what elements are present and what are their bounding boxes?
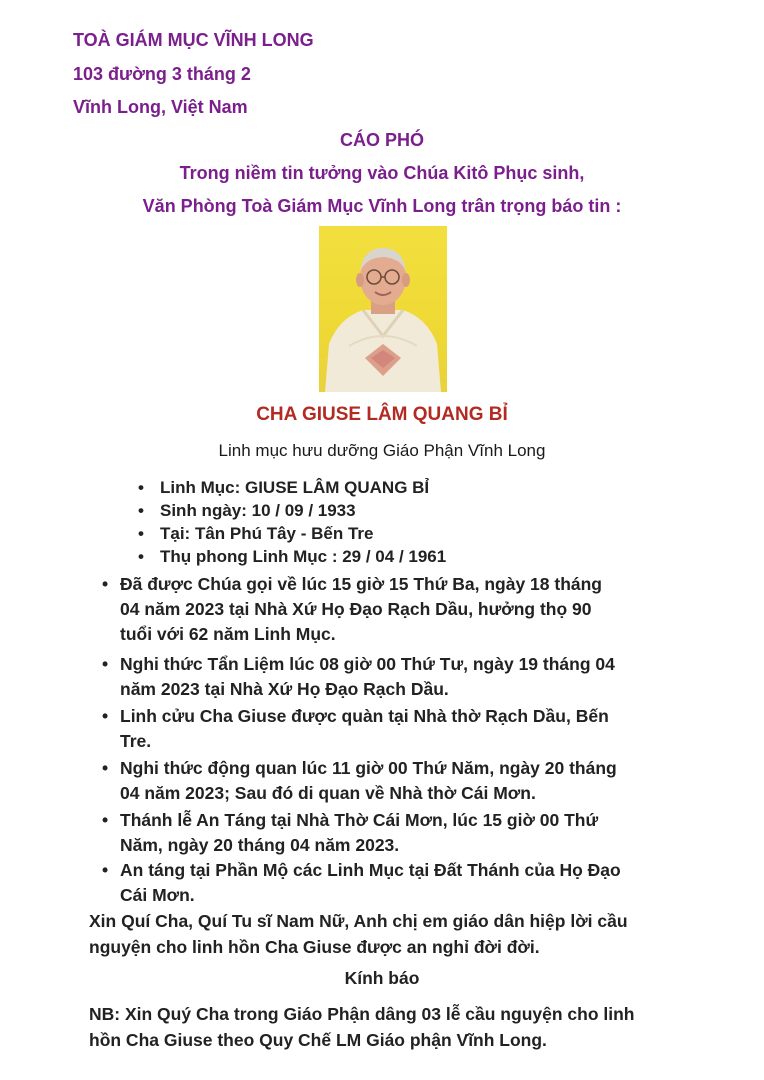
signoff: Kính báo [344,968,420,988]
info-item [138,501,356,521]
closing-line: Xin Quí Cha, Quí Tu sĩ Nam Nữ, Anh chị em giáo dân hiệp lời cầu [89,911,628,931]
bullet-icon: • [102,574,109,594]
info-text: Sinh ngày: 10 / 09 / 1933 [160,501,356,520]
intro-line-1: Trong niềm tin tưởng vào Chúa Kitô Phục sinh, [179,163,585,183]
event-line: Thánh lễ An Táng tại Nhà Thờ Cái Mơn, lúc 15 giờ 00 Thứ [120,810,599,830]
bullet-icon: • [102,654,109,674]
note-paragraph [89,1001,689,1053]
event-line: Đã được Chúa gọi về lúc 15 giờ 15 Thứ Ba, ngày 18 tháng [120,574,603,594]
event-item [102,572,685,647]
event-item [102,808,685,858]
closing-line: nguyện cho linh hồn Cha Giuse được an nghỉ đời đời. [89,937,540,957]
bullet-icon: • [138,478,144,497]
event-line: Nghi thức động quan lúc 11 giờ 00 Thứ Năm, ngày 20 tháng [120,758,617,778]
bullet-icon: • [138,524,144,543]
event-item [102,858,685,908]
closing-paragraph [89,908,689,960]
org-name: TOÀ GIÁM MỤC VĨNH LONG [73,30,314,50]
event-line: tuổi với 62 năm Linh Mục. [120,624,336,644]
page-title: CÁO PHÓ [339,130,424,150]
bullet-icon: • [102,758,109,778]
event-line: Năm, ngày 20 tháng 04 năm 2023. [120,835,400,855]
intro-line-2: Văn Phòng Toà Giám Mục Vĩnh Long trân trọng báo tin : [142,196,622,216]
priest-portrait [319,226,447,392]
event-line: 04 năm 2023 tại Nhà Xứ Họ Đạo Rạch Dầu, hưởng thọ 90 [120,599,592,619]
bullet-icon: • [138,501,144,520]
event-line: Tre. [120,731,152,751]
info-text: Thụ phong Linh Mục : 29 / 04 / 1961 [160,547,447,566]
bullet-icon: • [102,706,109,726]
note-line: hồn Cha Giuse theo Quy Chế LM Giáo phận Vĩnh Long. [89,1030,547,1050]
event-line: Nghi thức Tẩn Liệm lúc 08 giờ 00 Thứ Tư, ngày 19 tháng 04 [120,654,615,674]
bullet-icon: • [102,810,109,830]
event-item [102,756,685,806]
priest-role: Linh mục hưu dưỡng Giáo Phận Vĩnh Long [218,441,546,460]
info-item [138,524,374,544]
event-item [102,704,685,754]
event-line: Linh cửu Cha Giuse được quàn tại Nhà thờ Rạch Dầu, Bến [120,706,609,726]
org-address: 103 đường 3 tháng 2 [73,64,251,84]
org-city: Vĩnh Long, Việt Nam [73,97,248,117]
info-item [138,547,447,567]
bullet-icon: • [138,547,144,566]
event-line: An táng tại Phần Mộ các Linh Mục tại Đất Thánh của Họ Đạo [120,860,621,880]
event-line: Cái Mơn. [120,885,195,905]
note-line: NB: Xin Quý Cha trong Giáo Phận dâng 03 lễ cầu nguyện cho linh [89,1004,635,1024]
event-line: 04 năm 2023; Sau đó di quan về Nhà thờ Cái Mơn. [120,783,536,803]
info-text: Linh Mục: GIUSE LÂM QUANG BỈ [160,478,430,497]
info-text: Tại: Tân Phú Tây - Bến Tre [160,524,374,543]
event-line: năm 2023 tại Nhà Xứ Họ Đạo Rạch Dầu. [120,679,449,699]
event-item [102,652,685,702]
info-item [138,478,430,498]
priest-name: CHA GIUSE LÂM QUANG BỈ [256,404,508,425]
bullet-icon: • [102,860,109,880]
